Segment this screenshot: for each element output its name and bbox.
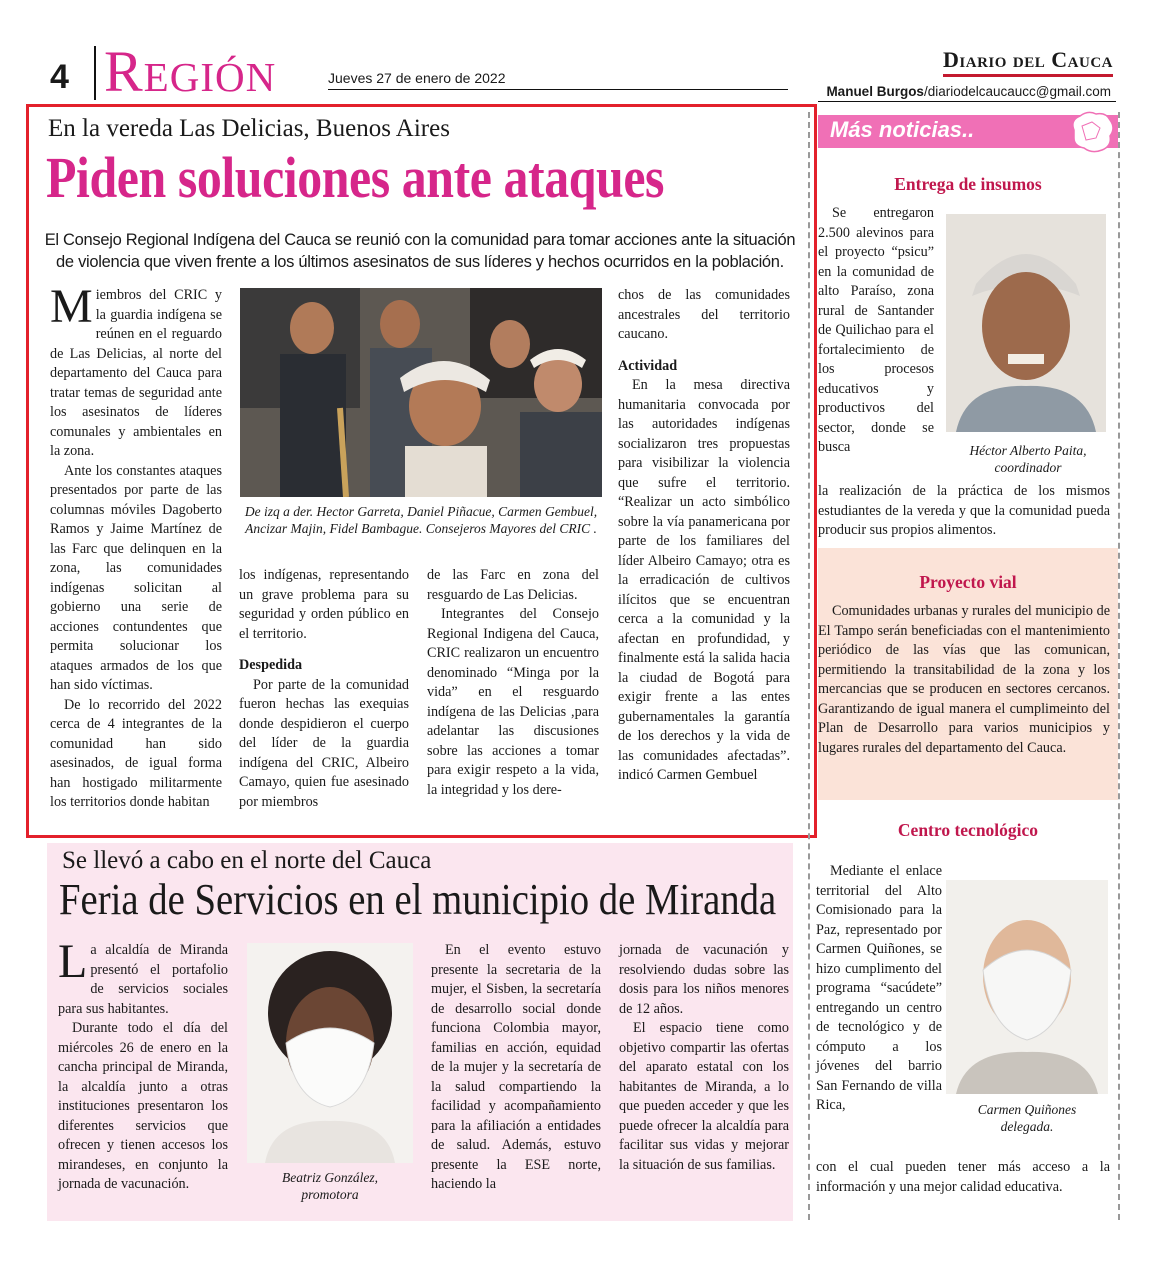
main-col-4 bbox=[618, 286, 790, 786]
sidebar-insumos-p: Se entregaron 2.500 alevinos para el proyecto “psicu” en la comunidad de alto Paraíso, zona rural de Santander de Quilichao para el fortalecimiento de los procesos educativos y productivos del sector, donde se busca bbox=[818, 205, 934, 455]
main-col4-p2: En la mesa directiva humanitaria convocada por las autoridades indígenas socializaron tres propuestas para visibilizar la violencia que sufre el territorio. “Realizar un acto simbólico sobre la vía panamericana por parte de los familiares del líder Albeiro Camayo; otra es la erradicación de cultivos ilícitos que se encuentran cerca a la comunidad y la afectan en profundidad, y finalmente está la salida hacia la ciudad de Bogotá para exigir frente a las entes gubernamentales la garantía de los derechos y la vida de las comunidades afectadas”. indicó Carmen Gembuel bbox=[618, 377, 790, 783]
map-icon bbox=[1066, 108, 1118, 156]
beatriz-caption bbox=[247, 1169, 413, 1203]
header-divider bbox=[94, 46, 96, 100]
main-lead-line-1: El Consejo Regional Indígena del Cauca se reunió con la comunidad para tomar acciones ante la situación bbox=[44, 231, 796, 249]
main-col3-p1: de las Farc en zona del resguardo de Las Delicias. bbox=[427, 567, 599, 603]
hector-caption bbox=[940, 442, 1116, 476]
main-lead bbox=[40, 229, 800, 273]
carmen-caption-name: Carmen Quiñones bbox=[977, 1102, 1077, 1117]
sidebar-heading-vial: Proyecto vial bbox=[919, 572, 1017, 592]
carmen-caption bbox=[944, 1101, 1110, 1135]
sidebar-tecnologico-p: Mediante el enlace territorial del Alto Comisionado para la Paz, representado por Carmen Quiñones, se hizo cumplimento del programa “sacúdete” entregando un centro de tecnológico y de cómputo a los jóvenes del barrio San Fernando de villa Rica, bbox=[816, 863, 942, 1113]
sidebar-vial-text bbox=[818, 602, 1110, 758]
sidebar-heading-insumos: Entrega de insumos bbox=[894, 174, 1042, 194]
main-kicker: En la vereda Las Delicias, Buenos Aires bbox=[48, 115, 450, 142]
sidebar-heading-tecnologico: Centro tecnológico bbox=[897, 820, 1039, 840]
main-col3-p2: Integrantes del Consejo Regional Indigena del Cauca, CRIC realizaron un encuentro denominado “Minga por la vida” en el resguardo indígena de las Delicias ,para adelantar las discusiones sobre las acciones a tomar para exigir respeto a la vida, la integridad y los dere- bbox=[427, 606, 599, 798]
main-col-1 bbox=[50, 280, 222, 813]
bottom-headline: Feria de Servicios en el municipio de Miranda bbox=[59, 875, 777, 924]
newspaper-brand: Diario del Cauca bbox=[943, 47, 1113, 77]
beatriz-caption-name: Beatriz González, bbox=[282, 1170, 378, 1185]
main-photo-caption: De izq a der. Hector Garreta, Daniel Piñacue, Carmen Gembuel, Ancizar Majin, Fidel Bambague. Consejeros Mayores del CRIC . bbox=[244, 504, 598, 536]
main-photo bbox=[240, 288, 602, 497]
portrait-icon bbox=[247, 943, 413, 1163]
author-line bbox=[826, 84, 1111, 99]
section-title: Región bbox=[104, 39, 277, 104]
sidebar-vial-p: Comunidades urbanas y rurales del municipio de El Tampo serán beneficiadas con el mantenimiento periódico de las vías que las comunican, permitiendo la transitabilidad de la zona y los mercancias que se producen en sectores cercanos. Garantizando de igual manera el cumplimeinto del Plan de Desarrollo para varios municipios y lugares rurales del departamento del Cauca. bbox=[818, 603, 1110, 756]
beatriz-photo bbox=[247, 943, 413, 1163]
sidebar-title: Más noticias.. bbox=[830, 117, 975, 142]
main-lead-line-2: de violencia que viven frente a los últimos asesinatos de sus líderes y hechos ocurridos en la población. bbox=[56, 253, 784, 271]
portrait-icon bbox=[946, 880, 1108, 1094]
bottom-col-3 bbox=[431, 941, 601, 1195]
main-col4-p1: chos de las comunidades ancestrales del territorio caucano. bbox=[618, 287, 790, 342]
bottom-col1-p2: Durante todo el día del miércoles 26 de enero en la cancha principal de Miranda, la alcaldía junto a otras instituciones presentaron los diferentes servicios que ofrecen y tienen accesos los mirandeses, en conjunto la jornada de vacunación. bbox=[58, 1020, 228, 1192]
bottom-col3-p: En el evento estuvo presente la secretaria de la mujer, el Sisben, la secretaría de desarrollo social donde funciona Colombia mayor, familias en acción, equidad de la mujer y la secretaría de la salud compartiendo la facilidad y acompañamiento para la afiliación a entidades de salud. Además, estuvo presente la ESE norte, haciendo la bbox=[431, 942, 601, 1192]
bottom-col4-p2: El espacio tiene como objetivo compartir las ofertas del aparato estatal con los habitantes de Miranda, a lo que pueden acceder y que les puede ofrecer la alcaldía para facilitar sus vidas y mejorar la situación de sus familias. bbox=[619, 1020, 789, 1173]
bottom-kicker: Se llevó a cabo en el norte del Cauca bbox=[62, 847, 432, 874]
main-col1-p2: Ante los constantes ataques presentados por parte de las columnas móviles Dagoberto Ramos y Jaime Martínez de las Farc que delinquen en la zona, las comunidades indígenas solicitan al gobierno una serie de acciones contundentes que permita solucionar los ataques armados de los que han sido víctimas. bbox=[50, 462, 222, 693]
hector-caption-name: Héctor Alberto Paita, bbox=[969, 443, 1087, 458]
bottom-col4-p1: jornada de vacunación y resolviendo dudas sobre las dosis para los niños menores de 12 años. bbox=[619, 942, 789, 1017]
main-col-3 bbox=[427, 566, 599, 800]
bottom-col-1 bbox=[58, 935, 228, 1195]
group-photo-icon bbox=[240, 288, 602, 497]
carmen-photo bbox=[946, 880, 1108, 1094]
author-name: Manuel Burgos bbox=[826, 84, 924, 99]
hector-caption-role: coordinador bbox=[994, 460, 1062, 475]
main-col1-p3: De lo recorrido del 2022 cerca de 4 integrantes de la comunidad han sido asesinados, de igual forma han hostigado militarmente los territorios donde habitan bbox=[50, 696, 222, 810]
bottom-col-4 bbox=[619, 941, 789, 1175]
bottom-col1-p1: La alcaldía de Miranda presentó el portafolio de servicios sociales para sus habitantes. bbox=[58, 935, 228, 1017]
page-number: 4 bbox=[50, 58, 69, 96]
main-col2-p2: Por parte de la comunidad fueron hechas las exequias donde despidieron el cuerpo del líder de la guardia indígena del CRIC, Albeiro Camayo, quien fue asesinado por miembros bbox=[239, 676, 409, 810]
main-headline: Piden soluciones ante ataques bbox=[46, 145, 665, 210]
sidebar-insumos-text-wide: la realización de la práctica de los mismos estudiantes de la vereda y que la comunidad pueda producir sus propios alimentos. bbox=[818, 483, 1110, 538]
carmen-caption-role: delegada. bbox=[1000, 1119, 1054, 1134]
sidebar-tecnologico-text bbox=[816, 862, 942, 1116]
main-col2-p1: los indígenas, representando un grave problema para su seguridad y orden público en el territorio. bbox=[239, 567, 409, 642]
main-col-2 bbox=[239, 566, 409, 812]
header-rule bbox=[818, 101, 1116, 102]
sidebar-tecnologico-text-wide: con el cual pueden tener más acceso a la información y una mejor calidad educativa. bbox=[816, 1159, 1110, 1195]
issue-date: Jueves 27 de enero de 2022 bbox=[328, 70, 788, 90]
author-email: /diariodelcaucaucc@gmail.com bbox=[923, 84, 1111, 99]
main-subhead-actividad: Actividad bbox=[618, 357, 678, 374]
sidebar-insumos-text bbox=[818, 204, 934, 458]
main-subhead-despedida: Despedida bbox=[239, 657, 303, 673]
hector-photo bbox=[946, 214, 1106, 432]
portrait-icon bbox=[946, 214, 1106, 432]
beatriz-caption-role: promotora bbox=[301, 1187, 359, 1202]
main-col1-p1: Miembros del CRIC y la guardia indígena se reúnen en el reguardo de Las Delicias, al norte del departamento del Cauca para tratar temas de seguridad ante los asesinatos de líderes comunales y ambientales en la zona. bbox=[50, 280, 222, 459]
